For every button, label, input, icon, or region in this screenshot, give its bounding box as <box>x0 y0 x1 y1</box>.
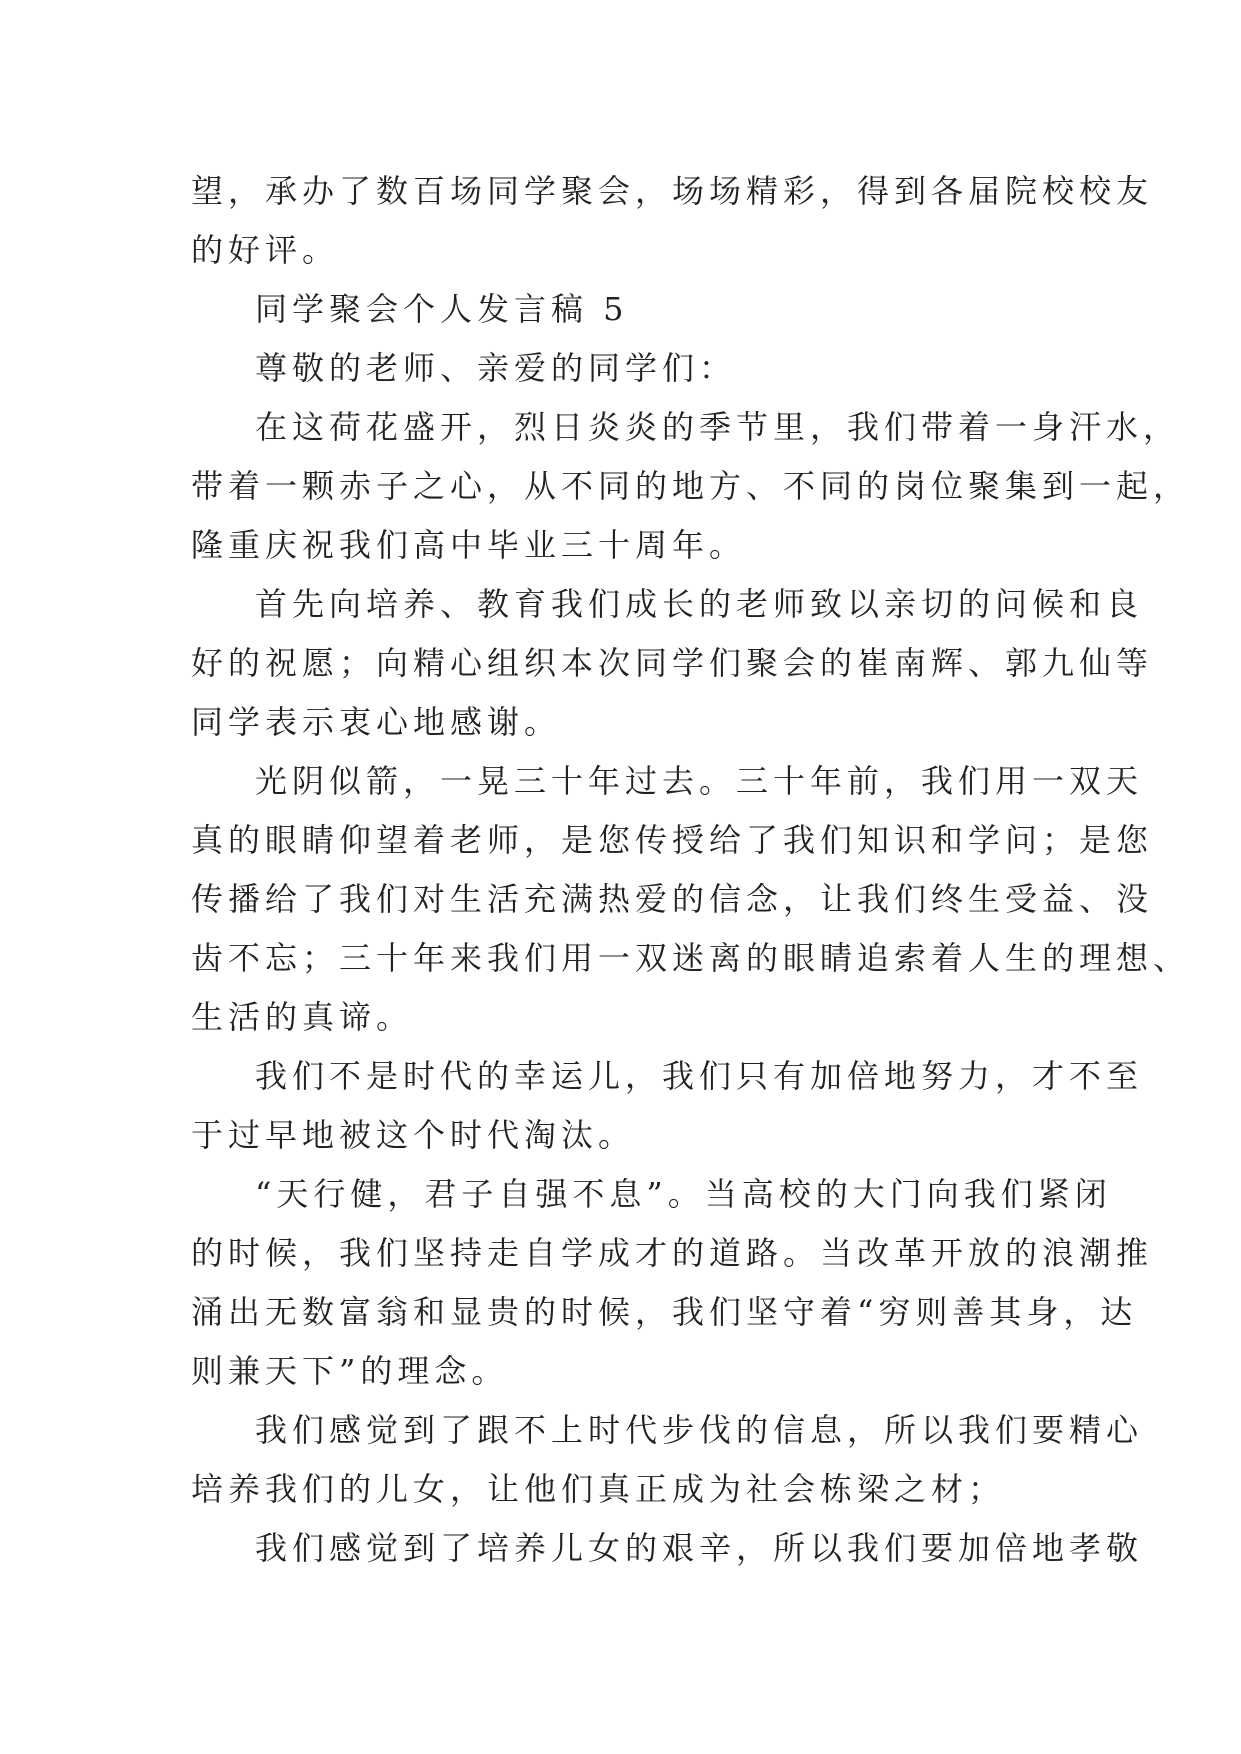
document-body <box>191 162 1191 1578</box>
salutation: 尊敬的老师、亲爱的同学们： <box>255 349 737 387</box>
text-line: 望，承办了数百场同学聚会，场场精彩，得到各届院校校友 <box>191 172 1154 210</box>
text-line: 同学表示衷心地感谢。 <box>191 703 562 741</box>
text-line: 传播给了我们对生活充满热爱的信念，让我们终生受益、没 <box>191 880 1154 918</box>
text-line: 光阴似箭，一晃三十年过去。三十年前，我们用一双天 <box>255 762 1144 800</box>
text-line: 我们感觉到了培养儿女的艰辛，所以我们要加倍地孝敬 <box>255 1529 1144 1567</box>
text-line: 则兼天下”的理念。 <box>191 1352 509 1390</box>
text-line: 我们感觉到了跟不上时代步伐的信息，所以我们要精心 <box>255 1411 1144 1449</box>
text-line: 齿不忘；三十年来我们用一双迷离的眼睛追索着人生的理想、 <box>191 939 1191 977</box>
section-heading: 同学聚会个人发言稿 5 <box>255 290 629 328</box>
text-line: 我们不是时代的幸运儿，我们只有加倍地努力，才不至 <box>255 1057 1144 1095</box>
text-line: 带着一颗赤子之心，从不同的地方、不同的岗位聚集到一起， <box>191 467 1191 505</box>
text-line: 好的祝愿；向精心组织本次同学们聚会的崔南辉、郭九仙等 <box>191 644 1154 682</box>
text-line: 于过早地被这个时代淘汰。 <box>191 1116 636 1154</box>
text-line: 隆重庆祝我们高中毕业三十周年。 <box>191 526 747 564</box>
text-line: 培养我们的儿女，让他们真正成为社会栋梁之材； <box>191 1470 1006 1508</box>
text-line: 生活的真谛。 <box>191 998 414 1036</box>
text-line: 真的眼睛仰望着老师，是您传授给了我们知识和学问；是您 <box>191 821 1154 859</box>
text-line: 首先向培养、教育我们成长的老师致以亲切的问候和良 <box>255 585 1144 623</box>
text-line: 涌出无数富翁和显贵的时候，我们坚守着“穷则善其身，达 <box>191 1293 1138 1331</box>
text-line: 的时候，我们坚持走自学成才的道路。当改革开放的浪潮推 <box>191 1234 1154 1272</box>
text-line: “天行健，君子自强不息”。当高校的大门向我们紧闭 <box>255 1175 1112 1213</box>
text-line: 在这荷花盛开，烈日炎炎的季节里，我们带着一身汗水， <box>255 408 1181 446</box>
text-line: 的好评。 <box>191 231 340 269</box>
